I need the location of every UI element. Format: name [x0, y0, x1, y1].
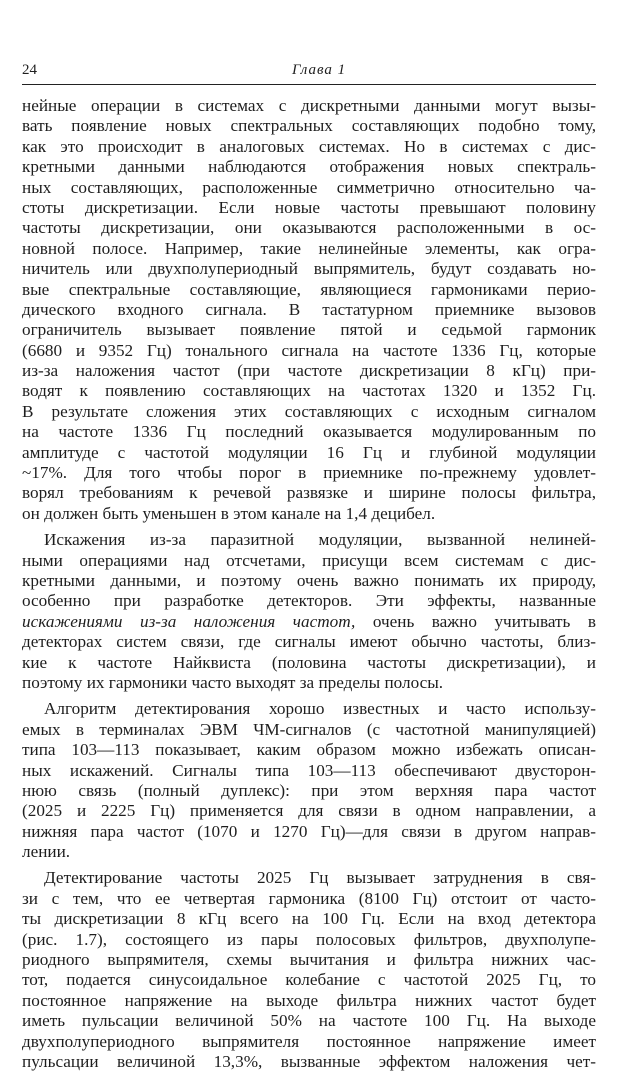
text-line: ворял требованиям к речевой развязке и ширине полосы фильтра,: [22, 483, 596, 503]
text-line: на частоте 1336 Гц последний оказывается модулированным по: [22, 422, 596, 442]
text-line: Алгоритм детектирования хорошо известных и часто использу-: [44, 699, 596, 719]
text-line-italic-term: [22, 612, 596, 632]
text-line: ничитель или двухполупериодный выпрямитель, будут создавать но-: [22, 259, 596, 279]
text-line: типа 103—113 показывает, каким образом можно избежать описан-: [22, 740, 596, 760]
text-line: лении.: [22, 842, 71, 862]
text-line: как это происходит в аналоговых системах. Но в системах с дис-: [22, 136, 596, 156]
text-line: постоянное напряжение на выходе фильтра нижних частот будет: [22, 990, 596, 1010]
text-line: кие к частоте Найквиста (половина частоты дискретизации), и: [22, 652, 596, 672]
text-line: вые спектральные составляющие, являющиеся гармониками перио-: [22, 279, 596, 299]
text-line: зи с тем, что ее четвертая гармоника (8100 Гц) отстоит от часто-: [22, 888, 596, 908]
text-line: ты дискретизации 8 кГц всего на 100 Гц. Если на вход детектора: [22, 909, 596, 929]
text-line: (рис. 1.7), состоящего из пары полосовых фильтров, двухполупе-: [22, 929, 596, 949]
text-line: водят к появлению составляющих на частотах 1320 и 1352 Гц.: [22, 381, 596, 401]
text-line: В результате сложения этих составляющих с исходным сигналом: [22, 401, 596, 421]
text-line: риодного выпрямителя, схемы вычитания и фильтра нижних час-: [22, 950, 596, 970]
text-line: иметь пульсации величиной 50% на частоте 100 Гц. На выходе: [22, 1011, 596, 1031]
text-line: нюю связь (полный дуплекс): при этом верхняя пара частот: [22, 780, 596, 800]
text-line: он должен быть уменьшен в этом канале на 1,4 децибел.: [22, 503, 436, 523]
text-line: ными операциями над отсчетами, присущи всем системам с дис-: [22, 550, 596, 570]
text-line: ных составляющих, расположенные симметрично относительно ча-: [22, 177, 596, 197]
text-line: кретными данными наблюдаются отображения новых спектраль-: [22, 157, 596, 177]
text-line: Искажения из-за паразитной модуляции, вызванной нелиней-: [44, 530, 596, 550]
text-line: из-за наложения частот (при частоте дискретизации 8 кГц) при-: [22, 361, 596, 381]
paragraph-1: [22, 96, 596, 524]
text-line: нейные операции в системах с дискретными данными могут вызы-: [22, 96, 596, 115]
page-body: [22, 96, 596, 1072]
text-line: нижняя пара частот (1070 и 1270 Гц)—для связи в другом направ-: [22, 821, 596, 841]
paragraph-4: [22, 868, 596, 1072]
text-line: детекторах систем связи, где сигналы имеют обычно частоты, близ-: [22, 632, 596, 652]
page-header: [22, 62, 596, 85]
paragraph-3: [22, 699, 596, 862]
text-line: ных искажений. Сигналы типа 103—113 обеспечивают двусторон-: [22, 760, 596, 780]
text-line: кретными данными, и поэтому очень важно понимать их природу,: [22, 570, 596, 590]
text-line: тот, подается синусоидальное колебание с частотой 2025 Гц, то: [22, 970, 596, 990]
running-title: Глава 1: [292, 62, 347, 78]
text-line: Детектирование частоты 2025 Гц вызывает затруднения в свя-: [44, 868, 596, 888]
italic-term: искажениями из-за наложения частот,: [22, 611, 356, 631]
text-line: емых в терминалах ЭВМ ЧМ-сигналов (с частотной манипуляцией): [22, 719, 596, 739]
italic-term-rest: очень важно учитывать в: [355, 611, 596, 631]
text-line: двухполупериодного выпрямителя постоянное напряжение имеет: [22, 1031, 596, 1051]
text-line: стоты дискретизации. Если новые частоты превышают половину: [22, 197, 596, 217]
text-line: (2025 и 2225 Гц) применяется для связи в одном направлении, а: [22, 801, 596, 821]
text-line: поэтому их гармоники часто выходят за пределы полосы.: [22, 672, 444, 692]
text-line: пульсации величиной 13,3%, вызванные эффектом наложения чет-: [22, 1051, 596, 1071]
text-line: частоты дискретизации, они оказываются расположенными в ос-: [22, 218, 596, 238]
text-line: ~17%. Для того чтобы порог в приемнике по-прежнему удовлет-: [22, 463, 596, 483]
text-line: дического входного сигнала. В тастатурном приемнике вызовов: [22, 299, 596, 319]
text-line: ограничитель вызывает появление пятой и седьмой гармоник: [22, 320, 596, 340]
paragraph-2: [22, 530, 596, 693]
text-line: вать появление новых спектральных составляющих подобно тому,: [22, 116, 596, 136]
text-line: особенно при разработке детекторов. Эти эффекты, названные: [22, 591, 596, 611]
text-line: (6680 и 9352 Гц) тонального сигнала на частоте 1336 Гц, которые: [22, 340, 596, 360]
text-line: новной полосе. Например, такие нелинейные элементы, как огра-: [22, 238, 596, 258]
page-number: 24: [22, 62, 37, 78]
text-line: амплитуде с частотой модуляции 16 Гц и глубиной модуляции: [22, 442, 596, 462]
